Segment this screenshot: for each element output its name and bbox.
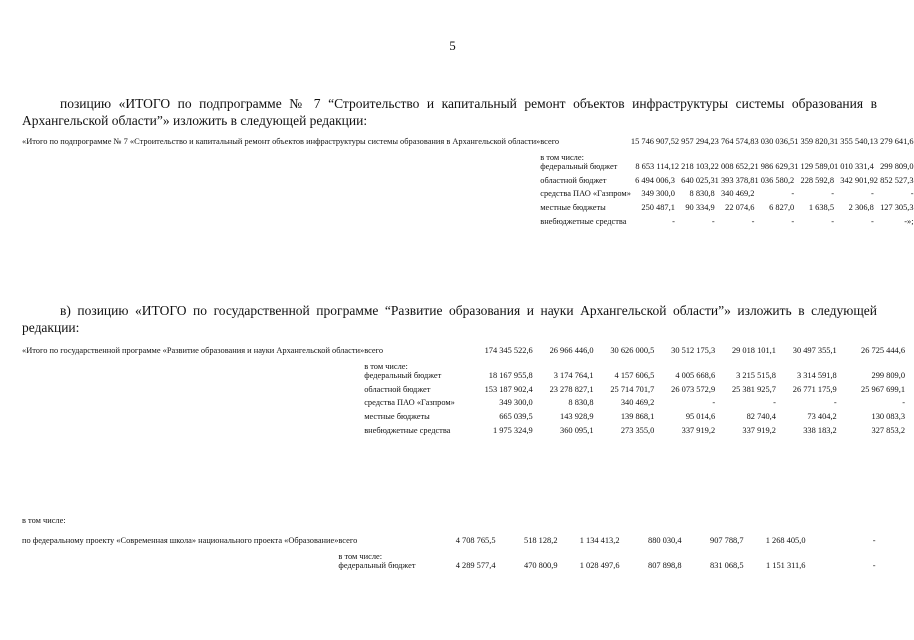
amount-cell <box>558 550 620 562</box>
paragraph-subprogram-7: позицию «ИТОГО по подпрограмме № 7 “Строительство и капитальный ремонт объектов инфраструктуры системы образования в Архангельской области”» изложить в следующей редакции: <box>22 96 877 128</box>
amount-cell: 130 083,3 <box>871 411 905 421</box>
funding-source: внебюджетные средства <box>364 425 451 435</box>
amount-cell: 340 469,2 <box>720 189 755 199</box>
funding-source: внебюджетные средства <box>540 216 627 226</box>
amount-cell: 30 626 000,5 <box>610 346 655 355</box>
amount-cell: - <box>910 189 914 199</box>
amount-cell: 1 010 331,4 <box>834 162 874 172</box>
amount-cell: 3 215 515,8 <box>736 371 776 381</box>
amount-cell: 8 830,8 <box>568 398 594 408</box>
amount-cell: 2 008 652,2 <box>714 162 755 172</box>
amount-cell: 250 487,1 <box>641 202 675 212</box>
funding-source: в том числе: <box>338 551 383 561</box>
amount-cell: 4 157 606,5 <box>614 371 655 381</box>
amount-cell: 327 853,2 <box>871 425 905 435</box>
amount-cell: 26 966 446,0 <box>549 346 594 355</box>
table-subprogram-7 <box>22 137 914 230</box>
amount-cell: 340 469,2 <box>620 398 655 408</box>
funding-source: в том числе: <box>364 361 408 371</box>
amount-cell: 342 901,9 <box>840 175 874 185</box>
amount-cell: 30 497 355,1 <box>792 346 837 355</box>
amount-cell: 23 278 827,1 <box>549 384 594 394</box>
amount-cell: 349 300,0 <box>499 398 533 408</box>
table-row <box>22 137 914 151</box>
amount-cell <box>416 550 496 562</box>
amount-cell: 3 279 641,6 <box>873 137 914 146</box>
amount-cell: 18 167 955,8 <box>488 371 533 381</box>
amount-cell: 228 592,8 <box>800 175 834 185</box>
amount-cell: 26 725 444,6 <box>861 346 905 355</box>
amount-cell: 25 381 925,7 <box>731 384 776 394</box>
funding-source: федеральный бюджет <box>540 162 618 172</box>
amount-cell: 15 746 907,5 <box>630 137 675 146</box>
amount-cell <box>455 360 533 372</box>
amount-cell: 174 345 522,6 <box>484 346 533 355</box>
amount-cell: 518 128,2 <box>524 536 558 545</box>
amount-cell: 73 404,2 <box>807 411 837 421</box>
amount-cell: 1 129 589,0 <box>794 162 834 172</box>
table-federal-project <box>22 536 876 575</box>
amount-cell: 337 919,2 <box>742 425 776 435</box>
funding-source: федеральный бюджет <box>364 371 442 381</box>
amount-cell: 1 975 324,9 <box>492 425 533 435</box>
amount-cell: 349 300,0 <box>641 189 675 199</box>
amount-cell: - <box>872 536 876 545</box>
funding-source: в том числе: <box>540 152 584 162</box>
amount-cell: - <box>791 216 795 226</box>
table-row <box>22 536 876 550</box>
amount-cell <box>533 360 594 372</box>
amount-cell: 3 764 574,8 <box>714 137 755 146</box>
amount-cell <box>715 360 776 372</box>
amount-cell: 1 986 629,3 <box>754 162 795 172</box>
funding-source: средства ПАО «Газпром» <box>364 398 455 408</box>
amount-cell: - <box>902 398 905 408</box>
amount-cell <box>654 360 715 372</box>
amount-cell: 338 183,2 <box>803 425 837 435</box>
row-group-name: по федеральному проекту «Современная школа» национального проекта «Образование» <box>22 536 339 545</box>
amount-cell: 4 005 668,6 <box>675 371 716 381</box>
amount-cell <box>806 550 876 562</box>
amount-cell: - <box>672 216 675 226</box>
amount-cell: 25 967 699,1 <box>861 384 905 394</box>
amount-cell: - <box>831 216 834 226</box>
amount-cell: - <box>751 216 755 226</box>
amount-cell <box>496 550 558 562</box>
amount-cell: 807 898,8 <box>648 561 682 571</box>
amount-cell: 139 868,1 <box>620 411 655 421</box>
page-number: 5 <box>449 38 456 53</box>
amount-cell: 6 494 006,3 <box>635 175 675 185</box>
amount-cell: 1 268 405,0 <box>765 536 806 545</box>
amount-cell: - <box>773 398 776 408</box>
amount-cell: - <box>712 398 716 408</box>
amount-cell: 1 028 497,6 <box>579 561 620 571</box>
funding-source: всего <box>364 346 384 355</box>
amount-cell: 470 800,9 <box>524 561 558 571</box>
amount-cell <box>620 550 682 562</box>
funding-source: областной бюджет <box>364 384 431 394</box>
amount-cell <box>776 360 837 372</box>
amount-cell: 299 809,0 <box>880 162 914 172</box>
amount-cell: 95 014,6 <box>685 411 716 421</box>
amount-cell: 1 638,5 <box>808 202 834 212</box>
amount-cell: - <box>872 561 876 571</box>
funding-source: средства ПАО «Газпром» <box>540 189 631 199</box>
amount-cell: - <box>831 189 834 199</box>
amount-cell <box>754 151 794 163</box>
amount-cell: 26 073 572,9 <box>671 384 716 394</box>
amount-cell <box>675 151 715 163</box>
amount-cell: 3 174 764,1 <box>553 371 594 381</box>
amount-cell: 30 512 175,3 <box>671 346 716 355</box>
amount-cell: 143 928,9 <box>560 411 594 421</box>
table-state-program <box>22 346 905 439</box>
amount-cell: 8 653 114,1 <box>635 162 675 172</box>
amount-cell: 3 030 036,5 <box>754 137 795 146</box>
amount-cell: 153 187 902,4 <box>484 384 533 394</box>
amount-cell: 337 919,2 <box>681 425 716 435</box>
amount-cell <box>715 151 755 163</box>
amount-cell: - <box>711 216 715 226</box>
amount-cell <box>834 151 874 163</box>
paragraph-state-program: в) позицию «ИТОГО по государственной программе “Развитие образования и науки Архангельской области”» изложить в следующей редакции: <box>22 303 877 335</box>
amount-cell: 2 957 294,2 <box>674 137 715 146</box>
amount-cell: 273 355,0 <box>620 425 655 435</box>
amount-cell: 1 393 378,8 <box>714 175 755 185</box>
amount-cell: 1 151 311,6 <box>766 561 806 571</box>
amount-cell: 8 830,8 <box>689 189 715 199</box>
funding-source: федеральный бюджет <box>338 561 416 571</box>
amount-cell <box>837 360 905 372</box>
amount-cell: 880 030,4 <box>648 536 682 545</box>
amount-cell: 640 025,3 <box>681 175 715 185</box>
amount-cell: - <box>870 189 874 199</box>
amount-cell: - <box>870 216 874 226</box>
amount-cell: 2 852 527,3 <box>873 175 914 185</box>
amount-cell: 127 305,3 <box>880 202 914 212</box>
amount-cell: 26 771 175,9 <box>792 384 837 394</box>
amount-cell: 6 827,0 <box>769 202 795 212</box>
funding-source: всего <box>540 137 560 146</box>
table-row <box>22 346 905 360</box>
amount-cell: 360 095,1 <box>560 425 594 435</box>
amount-cell: 82 740,4 <box>746 411 776 421</box>
amount-cell: 3 314 591,8 <box>796 371 837 381</box>
amount-cell: 4 289 577,4 <box>455 561 496 571</box>
amount-cell: 1 134 413,2 <box>579 536 620 545</box>
amount-cell: -»; <box>904 216 914 226</box>
funding-source: областной бюджет <box>540 175 607 185</box>
amount-cell: 4 708 765,5 <box>455 536 496 545</box>
amount-cell <box>594 360 655 372</box>
amount-cell: 299 809,0 <box>871 371 905 381</box>
amount-cell: 25 714 701,7 <box>610 384 655 394</box>
amount-cell: 1 036 580,2 <box>754 175 795 185</box>
amount-cell: 1 355 540,1 <box>834 137 874 146</box>
funding-source: местные бюджеты <box>364 411 430 421</box>
amount-cell: 1 359 820,3 <box>794 137 834 146</box>
amount-cell <box>682 550 744 562</box>
amount-cell: - <box>791 189 795 199</box>
amount-cell: 29 018 101,1 <box>731 346 776 355</box>
amount-cell: 90 334,9 <box>685 202 715 212</box>
funding-source: всего <box>338 536 358 545</box>
amount-cell: 907 788,7 <box>710 536 744 545</box>
including-note: в том числе: <box>22 516 66 525</box>
amount-cell <box>744 550 806 562</box>
row-group-name: «Итого по подпрограмме № 7 «Строительство и капитальный ремонт объектов инфраструктуры системы образования в Архангельской области» <box>22 137 541 146</box>
funding-source: местные бюджеты <box>540 202 606 212</box>
amount-cell <box>874 151 914 163</box>
amount-cell: - <box>833 398 837 408</box>
amount-cell <box>631 151 675 163</box>
row-group-name: «Итого по государственной программе «Развитие образования и науки Архангельской области» <box>22 346 365 355</box>
amount-cell: 2 306,8 <box>848 202 874 212</box>
amount-cell: 2 218 103,2 <box>674 162 715 172</box>
amount-cell: 831 068,5 <box>710 561 744 571</box>
amount-cell <box>794 151 834 163</box>
amount-cell: 22 074,6 <box>725 202 755 212</box>
amount-cell: 665 039,5 <box>499 411 533 421</box>
